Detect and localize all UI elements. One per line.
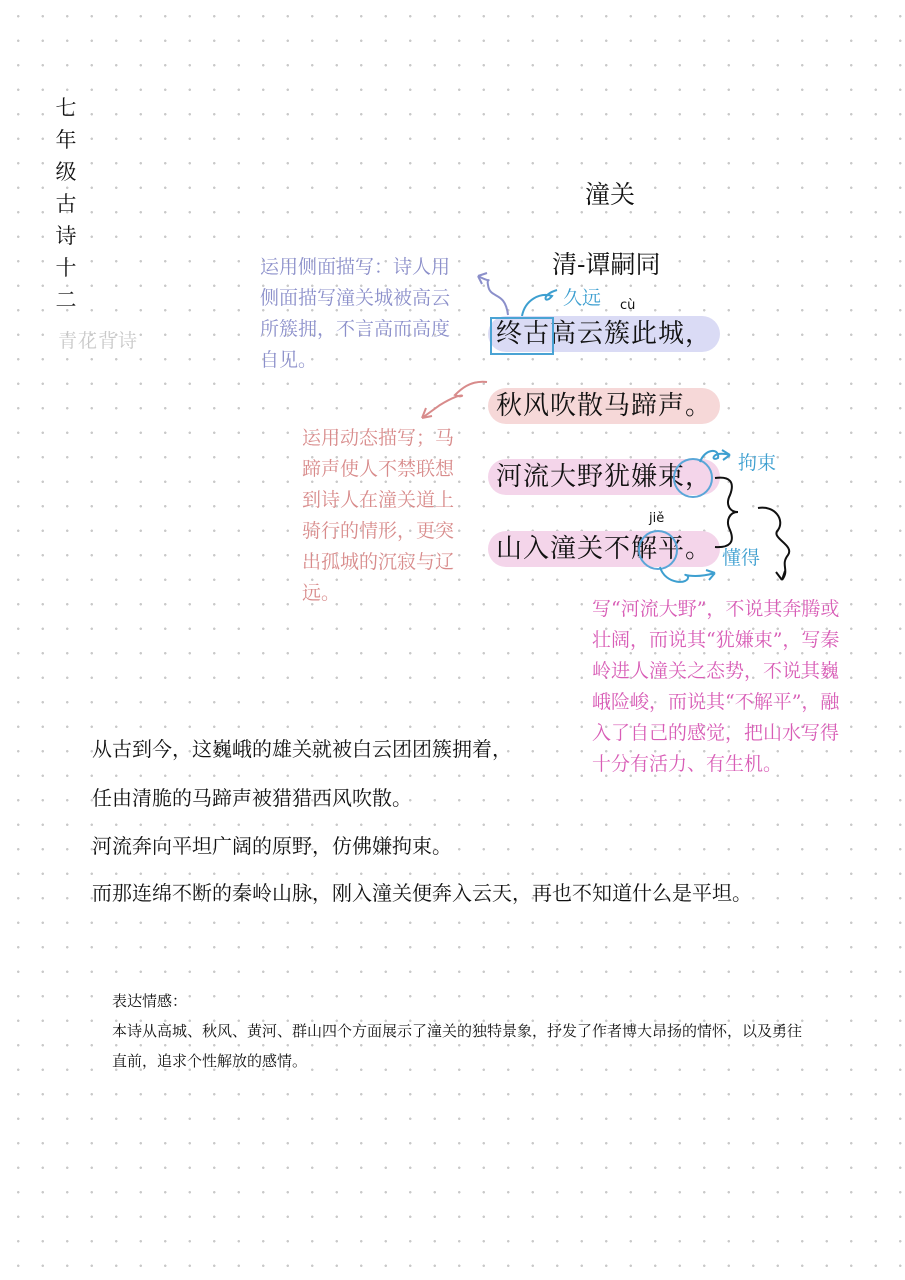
arrow-icon [422,382,487,418]
poem-author: 清-谭嗣同 [552,250,661,279]
arrow-icon [522,290,557,316]
note-dynamic-description: 运用动态描写；马蹄声使人不禁联想到诗人在潼关道上骑行的情形，更突出孤城的沉寂与辽远。 [302,427,455,604]
translation-line: 从古到今，这巍峨的雄关就被白云团团簇拥着， [92,737,512,761]
label-jiuyuan: 久远 [563,287,602,309]
title-char: 二 [55,288,77,312]
translation-line: 而那连绵不断的秦岭山脉，刚入潼关便奔入云天，再也不知道什么是平坦。 [92,881,752,905]
arrow-icon [700,450,730,462]
title-char: 十 [55,256,77,280]
title-char: 七 [55,96,77,120]
emotion-body: 本诗从高城、秋风、黄河、群山四个方面展示了潼关的独特景象，抒发了作者博大昂扬的情怀，以及勇往直前，追求个性解放的感情。 [112,1022,803,1070]
title-char: 年 [55,128,77,152]
pinyin-jie: jiě [649,511,665,526]
note-side-description: 运用侧面描写：诗人用侧面描写潼关城被高云所簇拥，不言高而高度自见。 [260,256,451,371]
emotion-heading: 表达情感： [112,992,188,1010]
translation-line: 任由清脆的马蹄声被猎猎西风吹散。 [92,786,412,810]
label-dongde: 懂得 [722,547,761,569]
poem-line-1: 终古高云簇此城， [488,316,720,352]
pinyin-cu: cù [620,298,636,313]
arrow-icon [660,567,715,582]
brace-icon [715,478,738,547]
title-char: 诗 [55,224,77,248]
brand-label: 青花背诗 [58,330,139,352]
poem-line-2: 秋风吹散马蹄声。 [488,388,720,424]
note-analysis: 写“河流大野”，不说其奔腾或壮阔，而说其“犹嫌束”，写秦岭进人潼关之态势，不说其巍峨险峻，而说其“不解平”，融入了自己的感觉，把山水写得十分有活力、有生机。 [592,598,840,775]
poem-title: 潼关 [585,180,636,209]
label-jushu: 拘束 [738,452,777,474]
arrow-icon [478,276,508,315]
translation-line: 河流奔向平坦广阔的原野，仿佛嫌拘束。 [92,834,452,858]
poem-line-4: 山入潼关不解平。 [488,531,720,567]
title-char: 古 [55,192,77,216]
title-char: 级 [55,160,77,184]
poem-line-3: 河流大野犹嫌束， [488,459,720,495]
arrow-icon [758,508,789,580]
